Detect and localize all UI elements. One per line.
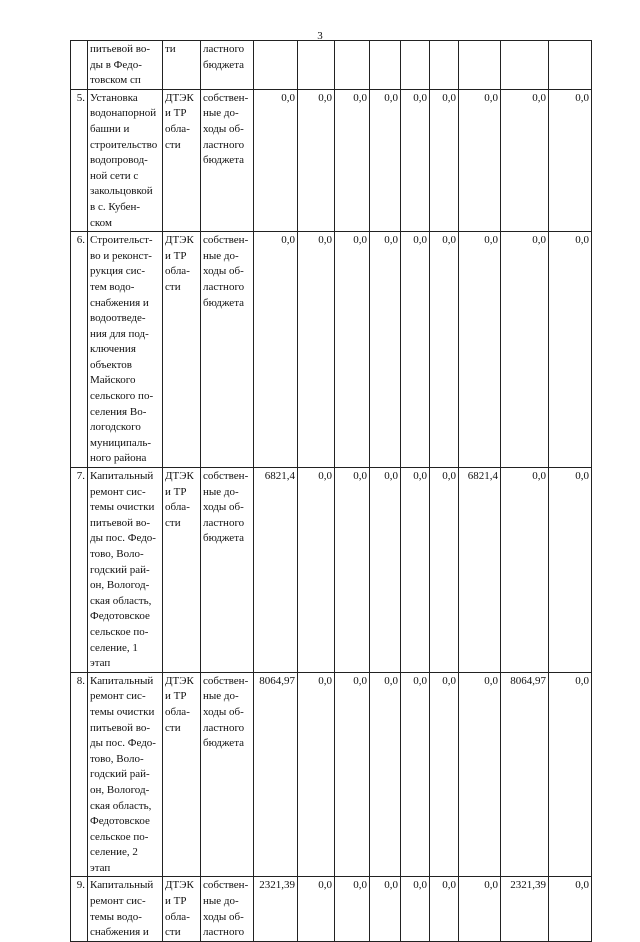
value-cell: 0,0	[335, 672, 370, 877]
funding-source: собствен- ные до- ходы об- ластного бюджета	[201, 672, 254, 877]
executor: ДТЭК и ТР обла- сти	[163, 232, 201, 468]
value-cell: 0,0	[549, 468, 592, 673]
table-row	[71, 41, 592, 90]
value-cell: 0,0	[370, 877, 401, 941]
value-cell: 0,0	[401, 877, 430, 941]
funding-source: собствен- ные до- ходы об- ластного	[201, 877, 254, 941]
value-cell: 0,0	[254, 89, 298, 231]
table-row	[71, 232, 592, 468]
row-number: 9.	[71, 877, 88, 941]
value-cell: 0,0	[459, 89, 501, 231]
value-cell	[401, 41, 430, 90]
row-number: 7.	[71, 468, 88, 673]
value-cell	[501, 41, 549, 90]
value-cell: 0,0	[549, 89, 592, 231]
row-number: 5.	[71, 89, 88, 231]
value-cell: 0,0	[501, 89, 549, 231]
row-number: 8.	[71, 672, 88, 877]
funding-source: собствен- ные до- ходы об- ластного бюджета	[201, 468, 254, 673]
value-cell: 0,0	[370, 672, 401, 877]
table-row	[71, 89, 592, 231]
measure-name: Установка водонапорной башни и строительство водопровод- ной сети с закольцовкой в с. Кубен- ском	[88, 89, 163, 231]
funding-source: собствен- ные до- ходы об- ластного бюджета	[201, 232, 254, 468]
row-number	[71, 41, 88, 90]
table-row	[71, 468, 592, 673]
funding-source: ластного бюджета	[201, 41, 254, 90]
value-cell: 8064,97	[501, 672, 549, 877]
measure-name: Капитальный ремонт сис- темы очистки питьевой во- ды пос. Федо- тово, Воло- годский рай- он, Вологод- ская область, Федотовское сельское по- селение, 2 этап	[88, 672, 163, 877]
measure-name: питьевой во- ды в Федо- товском сп	[88, 41, 163, 90]
value-cell: 0,0	[298, 89, 335, 231]
value-cell: 0,0	[401, 89, 430, 231]
measure-name: Строительст- во и реконст- рукция сис- тем водо- снабжения и водоотведе- ния для под- ключения объектов Майского сельского по- селения Во- логодского муниципаль- ного района	[88, 232, 163, 468]
value-cell: 6821,4	[254, 468, 298, 673]
value-cell: 0,0	[549, 232, 592, 468]
executor: ти	[163, 41, 201, 90]
value-cell: 0,0	[335, 468, 370, 673]
executor: ДТЭК и ТР обла- сти	[163, 89, 201, 231]
table-row	[71, 672, 592, 877]
value-cell: 0,0	[459, 877, 501, 941]
value-cell: 0,0	[254, 232, 298, 468]
value-cell: 0,0	[298, 468, 335, 673]
value-cell	[335, 41, 370, 90]
value-cell	[459, 41, 501, 90]
value-cell: 0,0	[430, 89, 459, 231]
executor: ДТЭК и ТР обла- сти	[163, 877, 201, 941]
value-cell: 0,0	[501, 468, 549, 673]
executor: ДТЭК и ТР обла- сти	[163, 468, 201, 673]
value-cell: 0,0	[298, 877, 335, 941]
value-cell: 0,0	[370, 89, 401, 231]
value-cell: 0,0	[459, 232, 501, 468]
value-cell: 0,0	[401, 672, 430, 877]
value-cell: 6821,4	[459, 468, 501, 673]
row-number: 6.	[71, 232, 88, 468]
value-cell	[254, 41, 298, 90]
value-cell	[298, 41, 335, 90]
value-cell: 0,0	[430, 877, 459, 941]
value-cell	[370, 41, 401, 90]
value-cell: 0,0	[370, 232, 401, 468]
value-cell: 0,0	[335, 877, 370, 941]
program-table	[70, 40, 592, 942]
executor: ДТЭК и ТР обла- сти	[163, 672, 201, 877]
value-cell	[549, 41, 592, 90]
value-cell: 0,0	[549, 877, 592, 941]
value-cell: 0,0	[370, 468, 401, 673]
value-cell: 0,0	[459, 672, 501, 877]
value-cell: 2321,39	[501, 877, 549, 941]
value-cell: 0,0	[335, 232, 370, 468]
value-cell: 0,0	[430, 232, 459, 468]
value-cell: 0,0	[549, 672, 592, 877]
value-cell: 0,0	[335, 89, 370, 231]
page-number: 3	[317, 30, 323, 42]
measure-name: Капитальный ремонт сис- темы очистки питьевой во- ды пос. Федо- тово, Воло- годский рай- он, Вологод- ская область, Федотовское сельское по- селение, 1 этап	[88, 468, 163, 673]
value-cell: 0,0	[298, 232, 335, 468]
value-cell: 0,0	[298, 672, 335, 877]
value-cell: 0,0	[401, 232, 430, 468]
value-cell: 8064,97	[254, 672, 298, 877]
value-cell: 2321,39	[254, 877, 298, 941]
table-row	[71, 877, 592, 941]
measure-name: Капитальный ремонт сис- темы водо- снабжения и	[88, 877, 163, 941]
value-cell: 0,0	[430, 468, 459, 673]
value-cell: 0,0	[430, 672, 459, 877]
value-cell: 0,0	[401, 468, 430, 673]
funding-source: собствен- ные до- ходы об- ластного бюджета	[201, 89, 254, 231]
value-cell: 0,0	[501, 232, 549, 468]
value-cell	[430, 41, 459, 90]
